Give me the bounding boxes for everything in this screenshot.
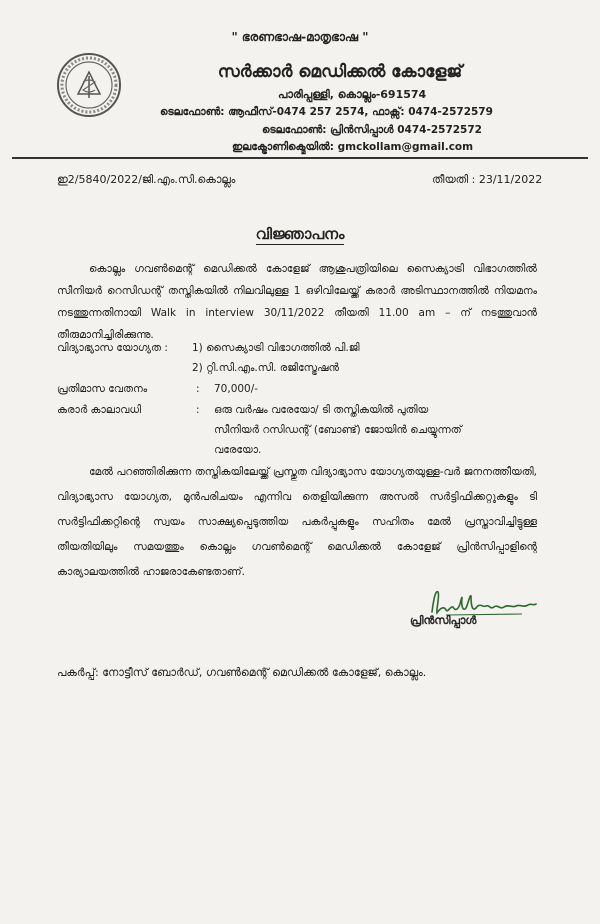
notice-paragraph-2: മേൽ പറഞ്ഞിരിക്കുന്ന തസ്തികയിലേയ്ക്ക് പ്രസ്തുത വിദ്യാഭ്യാസ യോഗ്യതയുള്ള-വർ ജനനത്തീയതി, വിദ്യാഭ്യാസ യോഗ്യത, മുൻപരിചയം എന്നിവ തെളിയിക്കുന്ന അസൽ സർട്ടിഫിക്കറ്റുകളും ടി സർട്ടിഫിക്കറ്റിന്റെ സ്വയം സാക്ഷ്യപ്പെടുത്തിയ പകർപ്പുകളും സഹിതം മേൽ പ്രസ്താവിച്ചിട്ടുള്ള തീയതിയിലും സമയത്തും കൊല്ലം ഗവൺമെന്റ് മെഡിക്കൽ കോളേജ് പ്രിൻസിപ്പാളിന്റെ കാര്യാലയത്തിൽ ഹാജരാകേണ്ടതാണ്. — [57, 466, 537, 578]
salary-value: 70,000/- — [214, 383, 259, 395]
college-address: പാരിപ്പള്ളി, കൊല്ലം-691574 — [278, 88, 427, 101]
notice-paragraph-1: കൊല്ലം ഗവൺമെന്റ് മെഡിക്കൽ കോളേജ് ആശുപത്രിയിലെ സൈക്യാട്രി വിഭാഗത്തിൽ സീനിയർ റെസിഡന്റ് തസ്തികയിൽ നിലവിലുള്ള 1 ഒഴിവിലേയ്ക്ക് കരാർ അടിസ്ഥാനത്തിൽ നിയമനം നടത്തുന്നതിനായി Walk in interview 30/11/2022 തീയതി 11.00 am – ന് നടത്തുവാൻ തീരുമാനിച്ചിരിക്കുന്നു. — [57, 263, 537, 341]
salary-colon: : — [196, 383, 200, 395]
reference-number: ഇ2/5840/2022/ജി.എം.സി.കൊല്ലം — [57, 173, 236, 186]
qualification-2: 2) റ്റി.സി.എം.സി. രജിസ്ട്രേഷൻ — [192, 362, 339, 374]
copy-to: പകർപ്പ്: നോട്ടീസ് ബോർഡ്, ഗവൺമെന്റ് മെഡിക്കൽ കോളേജ്, കൊല്ലം. — [57, 666, 427, 679]
salary-label: പ്രതിമാസ വേതനം — [57, 383, 148, 395]
contract-line-3: വരേയോ. — [214, 444, 262, 456]
contract-line-2: സീനിയർ റസിഡന്റ് (ബോണ്ട്) ജോയിൻ ചെയ്യുന്നത് — [214, 424, 462, 436]
notice-heading-text: വിജ്ഞാപനം — [255, 225, 345, 243]
office-phone: ടെലഫോൺ: ആഫീസ്-0474 257 2574, ഫാക്സ്: 0474-2572579 — [160, 106, 493, 118]
qualification-label: വിദ്യാഭ്യാസ യോഗ്യത : — [57, 342, 168, 354]
contract-line-1: ഒരു വർഷം വരേയോ/ ടി തസ്തികയിൽ പുതിയ — [214, 404, 429, 416]
letterhead-divider — [12, 157, 588, 159]
email-line: ഇലക്ട്രോണിക്മെയിൽ: gmckollam@gmail.com — [232, 141, 474, 153]
principal-phone: ടെലഫോൺ: പ്രിൻസിപ്പാൾ 0474-2572572 — [262, 124, 482, 136]
college-seal-icon — [56, 52, 122, 118]
contract-colon: : — [196, 404, 200, 416]
contract-label: കരാർ കാലാവധി — [57, 404, 141, 416]
principal-title: പ്രിൻസിപ്പാൾ — [410, 614, 477, 627]
motto: " ഭരണഭാഷ-മാതൃഭാഷ " — [231, 30, 369, 44]
notice-date: തീയതി : 23/11/2022 — [432, 173, 543, 186]
notice-heading — [0, 225, 600, 243]
qualification-1: 1) സൈക്യാട്രി വിഭാഗത്തിൽ പി.ജി — [192, 342, 360, 354]
college-name: സർക്കാർ മെഡിക്കൽ കോളേജ് — [217, 62, 463, 82]
